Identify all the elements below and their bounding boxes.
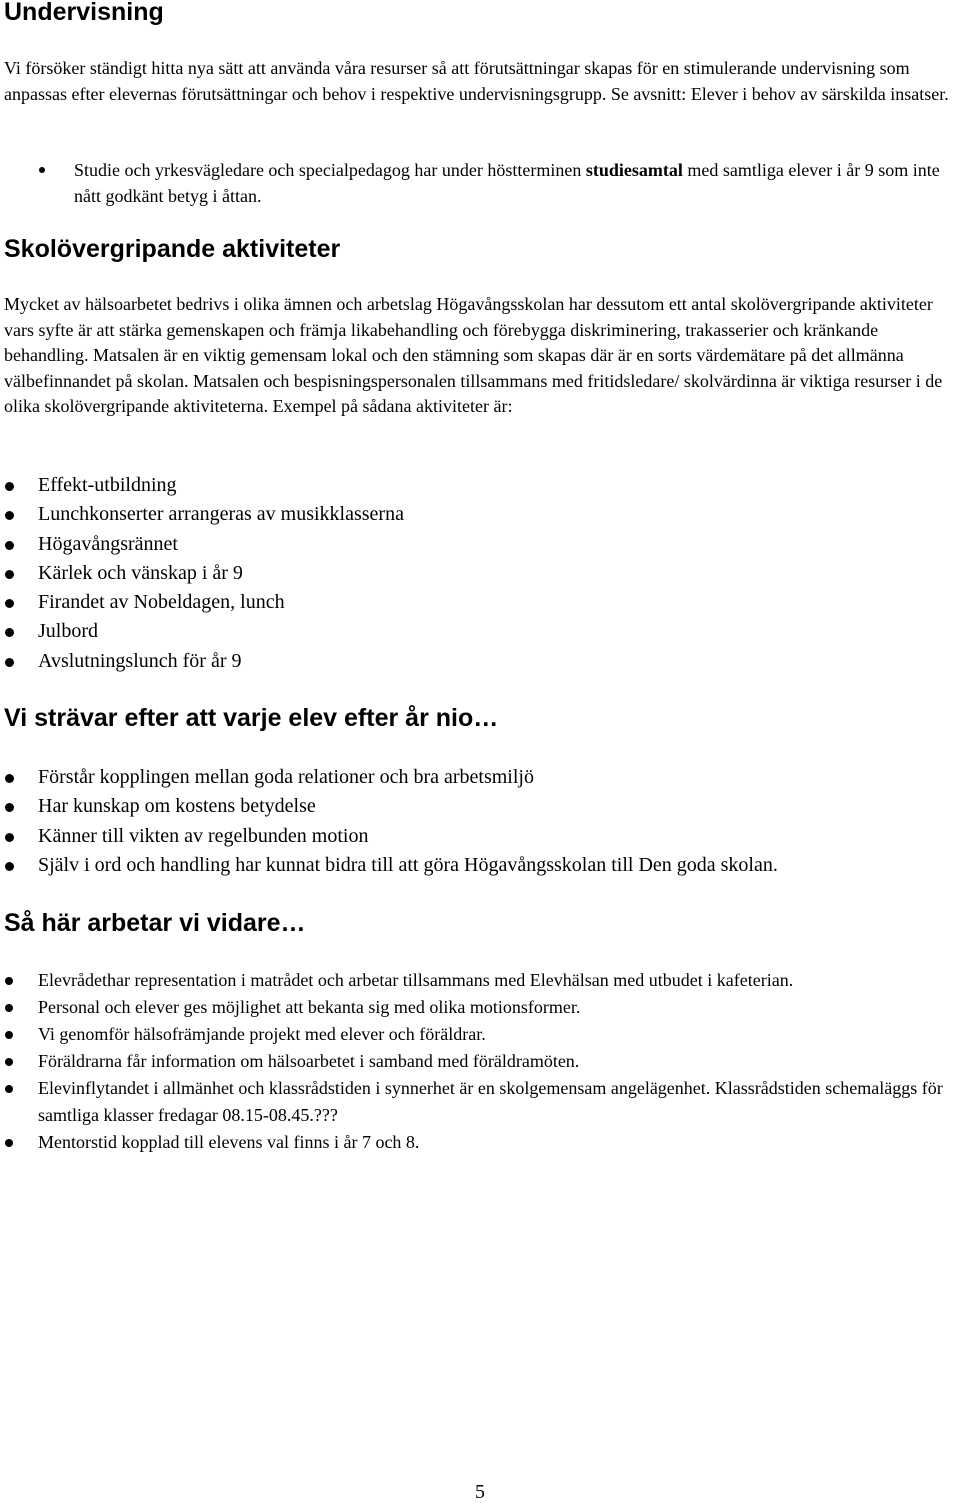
- list-item-text: Personal och elever ges möjlighet att bekanta sig med olika motionsformer.: [38, 997, 581, 1017]
- goals-list: [38, 763, 958, 880]
- bullet-icon: [5, 511, 14, 520]
- bullet-icon: [5, 862, 14, 871]
- bullet-icon: [5, 541, 14, 550]
- intro-bullet-before: Studie och yrkesvägledare och specialpedagog har under höstterminen: [74, 160, 586, 180]
- list-item-text: Avslutningslunch för år 9: [38, 649, 242, 672]
- bullet-icon: [5, 1031, 13, 1039]
- list-item-text: Har kunskap om kostens betydelse: [38, 795, 316, 818]
- list-item: [38, 1021, 960, 1048]
- bullet-icon: [5, 658, 14, 667]
- list-item-text: Förstår kopplingen mellan goda relationer och bra arbetsmiljö: [38, 766, 534, 788]
- bullet-icon: [5, 1139, 13, 1147]
- list-item: [38, 851, 958, 880]
- bullet-icon: [5, 1085, 13, 1093]
- bullet-icon: [5, 1058, 13, 1066]
- list-item: [38, 994, 960, 1021]
- intro-bullet-bold: studiesamtal: [585, 160, 683, 180]
- heading-undervisning: Undervisning: [4, 0, 164, 26]
- next-steps-list: [38, 967, 960, 1156]
- activities-list: [38, 471, 958, 676]
- page-number: 5: [475, 1481, 485, 1503]
- list-item: [38, 1129, 960, 1156]
- heading-skolovergripande: Skolövergripande aktiviteter: [4, 235, 341, 263]
- body-paragraph: Mycket av hälsoarbetet bedrivs i olika ämnen och arbetslag Högavångsskolan har dessutom ett antal skolövergripande aktiviteter vars syfte är att stärka gemenskapen och främja likabehandling och förebygga diskriminering, trakasserier och kränkande behandling. Matsalen är en viktig gemensam lokal och den stämning som skapas där är en sorts värdemätare på det allmänna välbefinnandet på skolan. Matsalen och bespisningspersonalen tillsammans med fritidsledare/ skolvärdinna är viktiga resurser i de olika skolövergripande aktiviteterna. Exempel på sådana aktiviteter är:: [4, 294, 943, 416]
- list-item: [38, 763, 958, 792]
- bullet-icon: [5, 599, 14, 608]
- intro-bullet-after: med samtliga elever i år 9 som inte nått godkänt betyg i åttan.: [74, 160, 940, 206]
- intro-paragraph: Vi försöker ständigt hitta nya sätt att använda våra resurser så att förutsättningar skapas för en stimulerande undervisning som anpassas efter elevernas förutsättningar och behov i respektive undervisningsgrupp. Se avsnitt: Elever i behov av särskilda insatser.: [4, 58, 949, 104]
- list-item: [38, 471, 958, 500]
- list-item: [38, 1075, 960, 1129]
- list-item: [38, 647, 958, 676]
- list-item-text: Högavångsrännet: [38, 532, 178, 555]
- list-item: [38, 792, 958, 821]
- heading-stravar: Vi strävar efter att varje elev efter år nio…: [4, 704, 499, 732]
- list-item: [38, 500, 958, 529]
- list-item-text: Mentorstid kopplad till elevens val finns i år 7 och 8.: [38, 1132, 420, 1152]
- list-item: [38, 559, 958, 588]
- bullet-icon: [5, 570, 14, 579]
- list-item-text: Elevrådethar representation i matrådet och arbetar tillsammans med Elevhälsan med utbudet i kafeterian.: [38, 970, 794, 990]
- list-item: [38, 530, 958, 559]
- bullet-icon: [5, 628, 14, 637]
- list-item: [38, 822, 958, 851]
- list-item-text: Vi genomför hälsofrämjande projekt med elever och föräldrar.: [38, 1024, 486, 1044]
- list-item-text: Själv i ord och handling har kunnat bidra till att göra Högavångsskolan till Den goda skolan.: [38, 853, 778, 876]
- bullet-icon: [5, 1004, 13, 1012]
- bullet-icon: [5, 977, 13, 985]
- intro-bullet-list: [74, 158, 958, 209]
- list-item-text: Kärlek och vänskap i år 9: [38, 561, 243, 584]
- list-item: [38, 617, 958, 646]
- list-item-text: Känner till vikten av regelbunden motion: [38, 824, 369, 847]
- list-item-text: Elevinflytandet i allmänhet och klassrådstiden i synnerhet är en skolgemensam angelägenhet. Klassrådstiden schemaläggs för samtliga klasser fredagar 08.15-08.45.???: [38, 1078, 943, 1125]
- bullet-icon: [5, 833, 14, 842]
- list-item-text: Firandet av Nobeldagen, lunch: [38, 591, 285, 614]
- list-item-text: Föräldrarna får information om hälsoarbetet i samband med föräldramöten.: [38, 1051, 580, 1071]
- bullet-icon: [5, 774, 14, 783]
- bullet-icon: [39, 167, 45, 173]
- list-item-text: Effekt-utbildning: [38, 474, 177, 496]
- bullet-icon: [5, 482, 14, 491]
- list-item: [38, 1048, 960, 1075]
- list-item-text: Lunchkonserter arrangeras av musikklasserna: [38, 503, 404, 526]
- list-item: [38, 967, 960, 994]
- list-item: [74, 158, 958, 209]
- bullet-icon: [5, 803, 14, 812]
- heading-arbetar-vidare: Så här arbetar vi vidare…: [4, 909, 306, 937]
- list-item-text: Julbord: [38, 620, 98, 643]
- list-item: [38, 588, 958, 617]
